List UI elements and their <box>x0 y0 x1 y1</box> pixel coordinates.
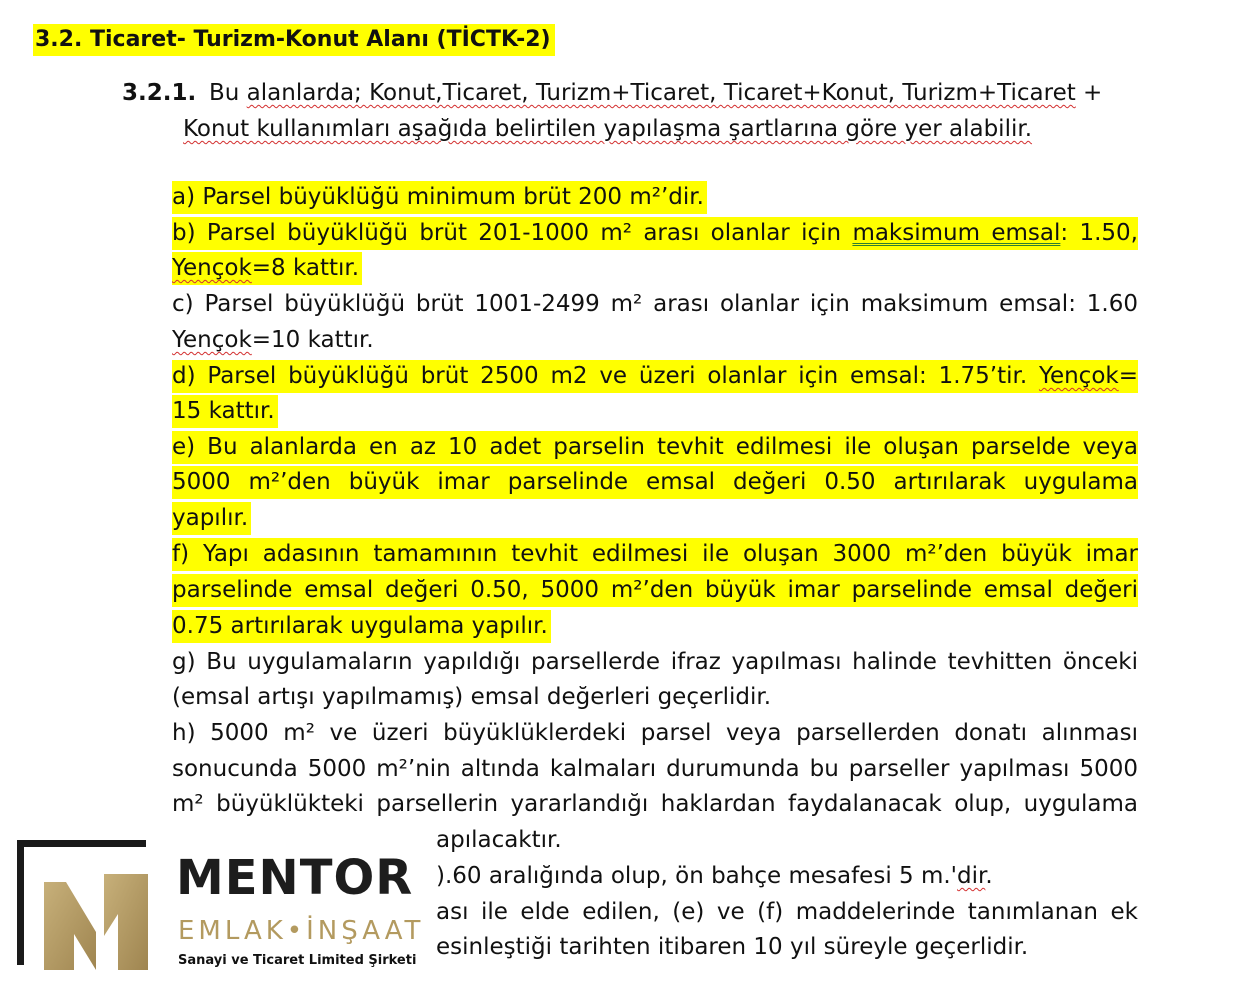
intro-line-1 <box>209 78 1102 108</box>
item-e-line-3 <box>172 502 1138 535</box>
subsection-number: 3.2.1. <box>122 80 197 106</box>
item-c-yencok: Yençok <box>172 327 252 353</box>
item-i-pre: ).60 aralığında olup, ön bahçe mesafesi 5 m.' <box>436 863 958 889</box>
item-j-line-2: esinleştiği tarihten itibaren 10 yıl süreyle geçerlidir. <box>436 934 1029 960</box>
item-b-line-2 <box>172 252 1138 285</box>
item-b-yencok: Yençok <box>172 255 252 281</box>
item-d-post: = <box>1118 363 1138 389</box>
item-c-line-1: c) Parsel büyüklüğü brüt 1001-2499 m² arası olanlar için maksimum emsal: 1.60 <box>172 291 1138 317</box>
item-d-line-2-text: 15 kattır. <box>172 395 278 428</box>
mentor-logo <box>0 828 432 1000</box>
item-f-line-2: parselinde emsal değeri 0.50, 5000 m²’den büyük imar parselinde emsal değeri <box>172 574 1138 607</box>
item-e-line-2: 5000 m²’den büyük imar parselinde emsal değeri 0.50 artırılarak uygulama <box>172 466 1138 499</box>
logo-tagline: Sanayi ve Ticaret Limited Şirketi <box>178 953 417 968</box>
intro-line-1-a: Bu <box>209 80 247 106</box>
item-i-dir: dir <box>957 863 986 889</box>
item-d-yencok: Yençok <box>1038 363 1119 389</box>
item-d-pre: d) Parsel büyüklüğü brüt 2500 m2 ve üzeri olanlar için emsal: 1.75’tir. <box>172 363 1039 389</box>
item-f-line-3 <box>172 610 1138 643</box>
item-j-line-1: ası ile elde edilen, (e) ve (f) maddelerinde tanımlanan ek <box>436 899 1138 925</box>
item-d-line-1 <box>172 360 1138 393</box>
item-e-line-3-text: yapılır. <box>172 502 251 535</box>
intro-line-1-c: + <box>1075 80 1103 106</box>
item-g-line-2: (emsal artışı yapılmamış) emsal değerleri geçerlidir. <box>172 684 772 710</box>
item-e-line-1: e) Bu alanlarda en az 10 adet parselin tevhit edilmesi ile oluşan parselde veya <box>172 431 1138 464</box>
item-h-line-1: h) 5000 m² ve üzeri büyüklüklerdeki parsel veya parsellerden donatı alınması <box>172 720 1138 746</box>
item-h-line-4: apılacaktır. <box>436 827 562 853</box>
item-b-post: : 1.50, <box>1060 220 1138 246</box>
item-b-pre: b) Parsel büyüklüğü brüt 201-1000 m² arası olanlar için <box>172 220 853 246</box>
item-h-line-2: sonucunda 5000 m²’nin altında kalmaları durumunda bu parseller yapılması 5000 <box>172 756 1138 782</box>
item-b-line-1 <box>172 217 1138 250</box>
item-h-line-3: m² büyüklükteki parsellerin yararlandığı haklardan faydalanacak olup, uygulama <box>172 791 1138 817</box>
intro-line-2: Konut kullanımları aşağıda belirtilen yapılaşma şartlarına göre yer alabilir. <box>183 116 1033 142</box>
section-title: 3.2. Ticaret- Turizm-Konut Alanı (TİCTK-2) <box>33 24 555 56</box>
item-c-line-2 <box>172 324 1138 357</box>
item-c-katt: =10 kattır. <box>251 327 374 353</box>
logo-subtitle: EMLAK•İNŞAAT <box>178 916 425 946</box>
logo-wordmark: MENTOR <box>176 850 414 906</box>
item-i-line-1 <box>436 860 993 893</box>
item-d-line-2 <box>172 395 1138 428</box>
item-g-line-1: g) Bu uygulamaların yapıldığı parsellerde ifraz yapılması halinde tevhitten önceki <box>172 649 1138 675</box>
intro-line-1-b: alanlarda; Konut,Ticaret, Turizm+Ticaret, Ticaret+Konut, Turizm+Ticaret <box>246 80 1076 106</box>
item-i-post: . <box>985 863 993 889</box>
item-a <box>172 181 1138 214</box>
logo-m-icon <box>44 874 148 972</box>
item-b-max-emsal: maksimum emsal <box>852 220 1061 246</box>
item-a-text: a) Parsel büyüklüğü minimum brüt 200 m²’dir. <box>172 181 707 214</box>
item-b-katt: =8 kattır. <box>251 255 360 281</box>
item-f-line-1: f) Yapı adasının tamamının tevhit edilmesi ile oluşan 3000 m²’den büyük imar <box>172 538 1138 571</box>
item-f-line-3-text: 0.75 artırılarak uygulama yapılır. <box>172 610 551 643</box>
